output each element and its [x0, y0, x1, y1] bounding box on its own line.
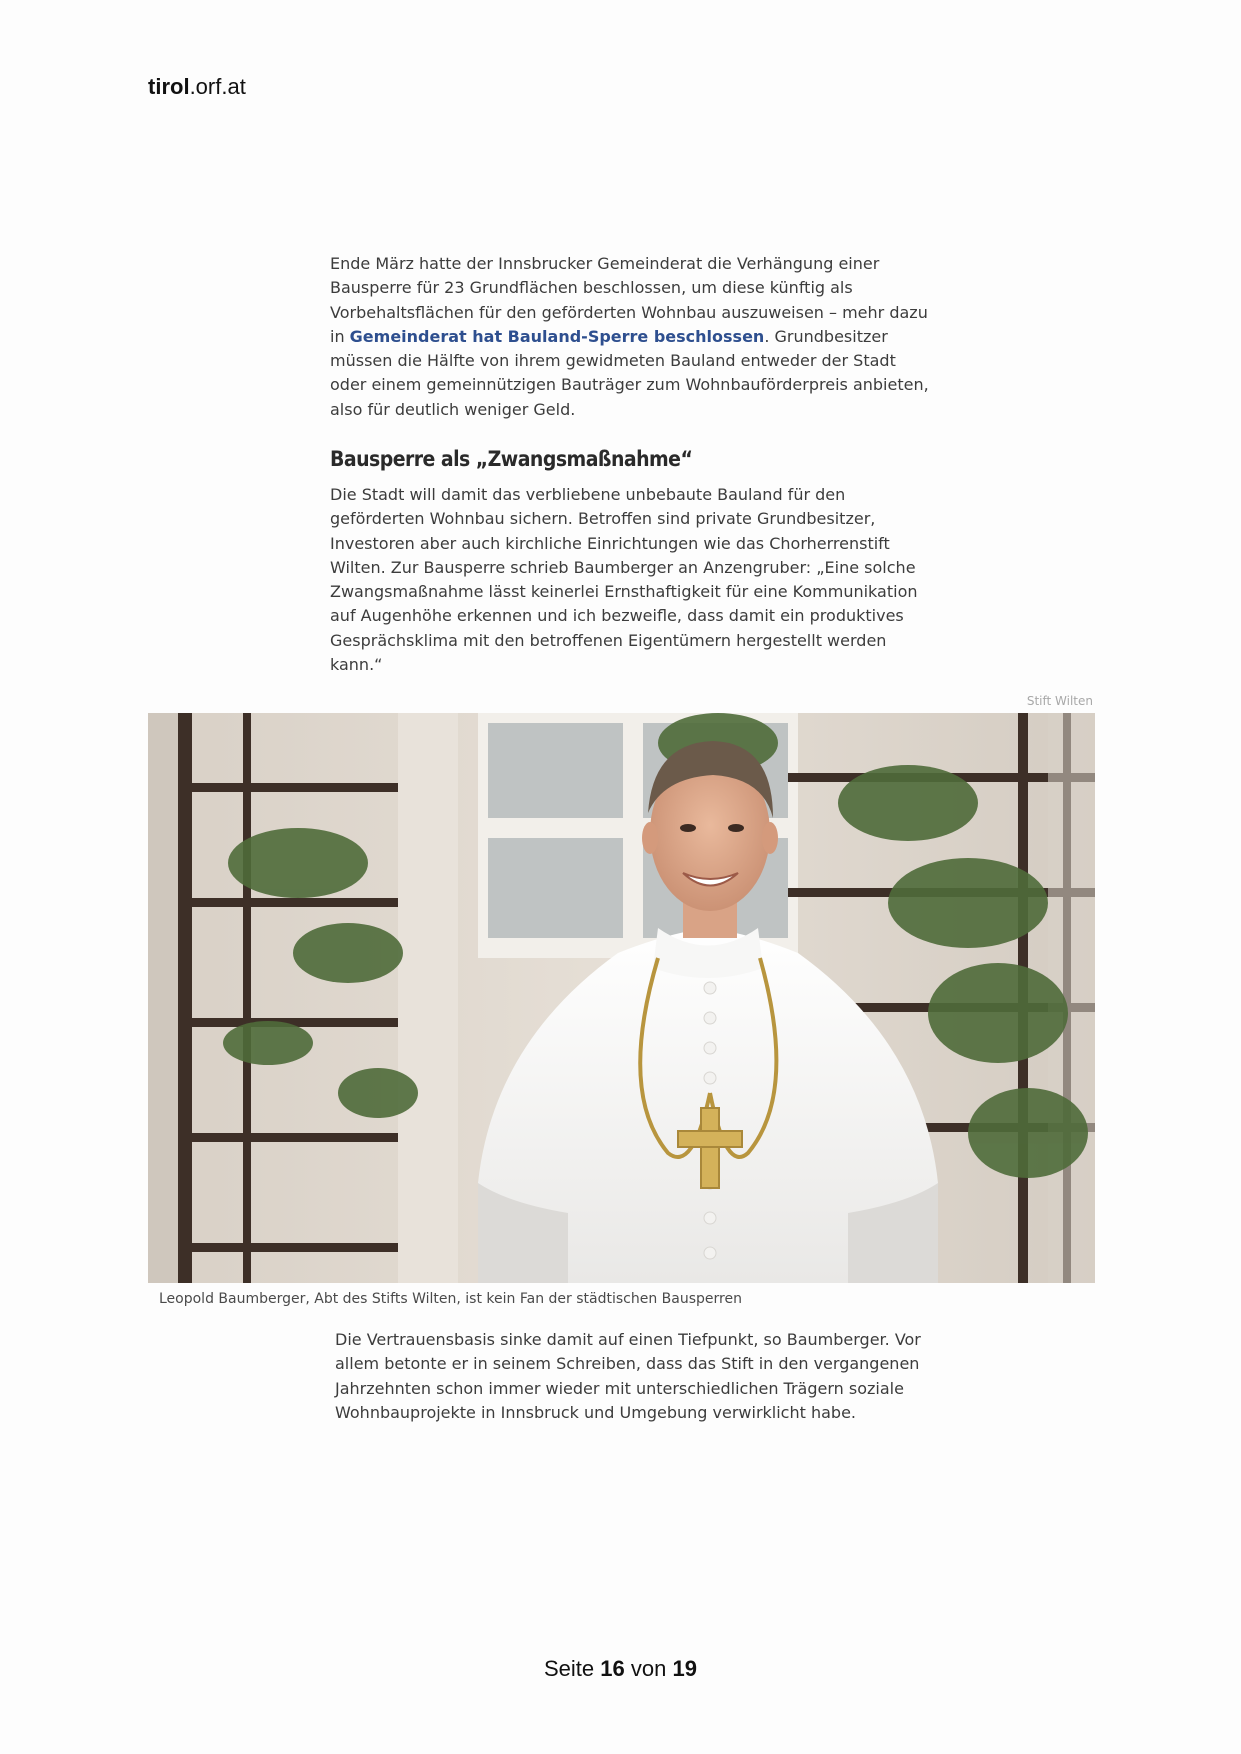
article-link[interactable]: Gemeinderat hat Bauland-Sperre beschlossen [349, 326, 765, 346]
page-footer [0, 1656, 1241, 1682]
paragraph-text: Ende März hatte der Innsbrucker Gemeinderat die Verhängung einer Bausperre für 23 Grundflächen beschlossen, um diese künftig als Vorbehaltsflächen für den geförderten Wohnbau auszuweisen – mehr dazu in [330, 254, 928, 346]
total-page-count: 19 [672, 1656, 697, 1681]
paragraph-text: Die Stadt will damit das verbliebene unbebaute Bauland für den geförderten Wohnbau sichern. Betroffen sind private Grundbesitzer, Investoren aber auch kirchliche Einrichtungen wie das Chorherrenstift Wilten. Zur Bausperre schrieb Baumberger an Anzengruber: „Eine solche Zwangsmaßnahme lässt keinerlei Ernsthaftigkeit für eine Kommunikation auf Augenhöhe erkennen und ich bezweifle, dass damit ein produktives Gesprächsklima mit den betroffenen Eigentümern hergestellt werden kann.“ [330, 485, 918, 675]
site-header [148, 74, 246, 100]
article-paragraph-1 [330, 252, 930, 422]
article-photo [148, 713, 1095, 1283]
paragraph-text: . Grundbesitzer müssen die Hälfte von ihrem gewidmeten Bauland entweder der Stadt oder einem gemeinnützigen Bauträger zum Wohnbauförderpreis anbieten, also für deutlich weniger Geld. [330, 326, 929, 419]
paragraph-text: Die Vertrauensbasis sinke damit auf einen Tiefpunkt, so Baumberger. Vor allem betonte er in seinem Schreiben, dass das Stift in den vergangenen Jahrzehnten schon immer wieder mit unterschiedlichen Trägern soziale Wohnbauprojekte in Innsbruck und Umgebung verwirklicht habe. [335, 1330, 921, 1422]
image-caption: Leopold Baumberger, Abt des Stifts Wilten, ist kein Fan der städtischen Bausperren [159, 1291, 742, 1307]
article-paragraph-3 [335, 1328, 935, 1425]
image-credit: Stift Wilten [1026, 694, 1093, 708]
section-heading: Bausperre als „Zwangsmaßnahme“ [330, 447, 693, 471]
footer-prefix: Seite [544, 1656, 595, 1681]
site-domain: .orf.at [189, 74, 246, 99]
current-page-number: 16 [600, 1656, 625, 1681]
site-name-bold: tirol [148, 74, 190, 99]
footer-middle: von [630, 1656, 667, 1681]
photo-illustration [148, 713, 1095, 1283]
article-paragraph-2 [330, 483, 930, 677]
